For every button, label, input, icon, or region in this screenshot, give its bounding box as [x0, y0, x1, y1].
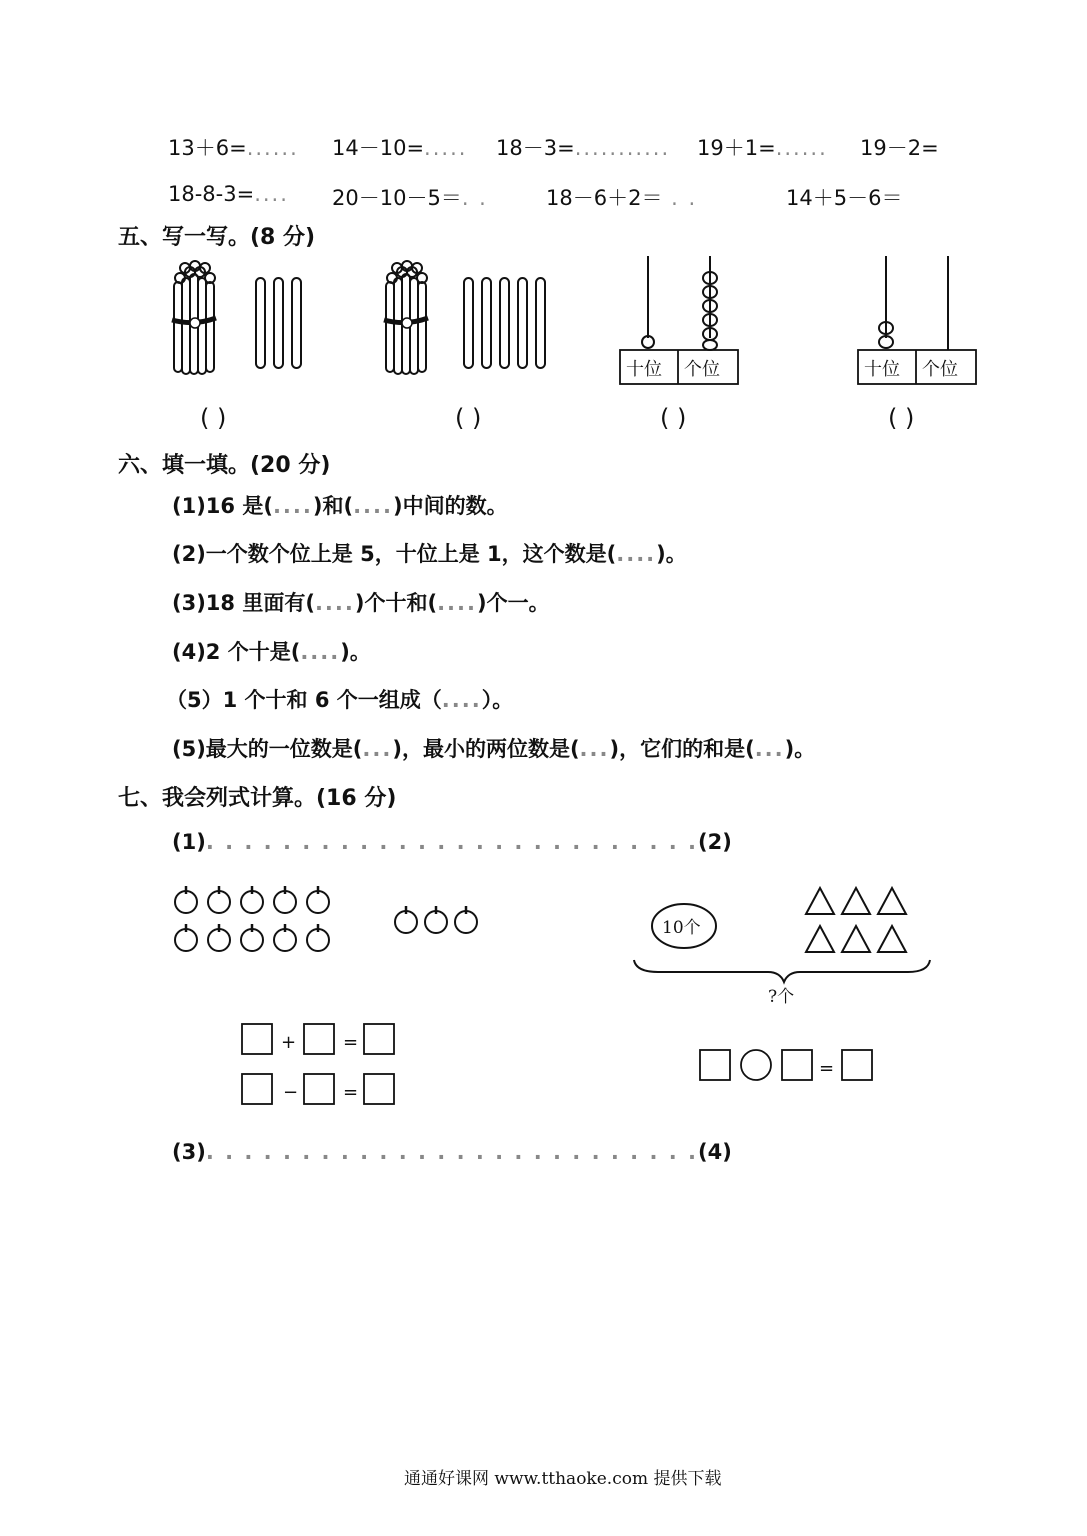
svg-text:=: =	[343, 1032, 359, 1053]
abacus-1-ones-label: 个位	[684, 359, 720, 380]
calc-row2-item2: 20－10－5＝. .	[332, 186, 488, 210]
stick-bundle-group-1	[160, 260, 320, 380]
abacus-2	[856, 250, 986, 390]
svg-text:+: +	[281, 1032, 297, 1053]
problem-1-equations	[240, 1020, 410, 1110]
answer-blank-4[interactable]: ( )	[888, 404, 915, 432]
fill-item-1: (1)16 是(....)和(....)中间的数。	[172, 494, 508, 518]
section6-title: 六、填一填。(20 分)	[118, 453, 331, 478]
answer-blank-1[interactable]: ( )	[200, 404, 227, 432]
answer-blank-3[interactable]: ( )	[660, 404, 687, 432]
problem-3-label: (3). . . . . . . . . . . . . . . . . . . . . . . . . .(4)	[172, 1140, 732, 1164]
fill-item-3: (3)18 里面有(....)个十和(....)个一。	[172, 591, 550, 615]
fill-item-2: (2)一个数个位上是 5，十位上是 1，这个数是(....)。	[172, 542, 687, 566]
fill-item-4: (4)2 个十是(....)。	[172, 640, 371, 664]
apples-group-ten	[168, 880, 338, 960]
calc-row1-item3: 18－3=...........	[496, 136, 671, 160]
fill-item-5: （5）1 个十和 6 个一组成（....）。	[166, 688, 514, 712]
calc-row1-item5: 19－2=	[860, 136, 939, 160]
section5-title: 五、写一写。(8 分)	[118, 225, 316, 250]
calc-row2-item3: 18－6＋2＝ . .	[546, 186, 698, 210]
svg-text:=: =	[819, 1058, 835, 1079]
problem-2-equation	[698, 1046, 878, 1086]
problem-2-figure	[628, 880, 938, 1010]
section7-title: 七、我会列式计算。(16 分)	[118, 786, 397, 811]
fill-item-6: (5)最大的一位数是(...)，最小的两位数是(...)，它们的和是(...)。	[172, 737, 816, 761]
apples-group-three	[390, 898, 490, 942]
ten-count-label: 10个	[662, 918, 701, 938]
question-count-label: ?个	[768, 987, 795, 1007]
footer-credit: 通通好课网 www.tthaoke.com 提供下载	[404, 1469, 722, 1489]
calc-row2-item4: 14＋5－6＝	[786, 186, 903, 210]
svg-text:−: −	[283, 1082, 299, 1103]
calc-row1-item4: 19＋1=......	[697, 136, 828, 160]
abacus-2-tens-label: 十位	[864, 359, 900, 380]
calc-row2-item1: 18-8-3=....	[168, 182, 289, 206]
problem-1-label: (1). . . . . . . . . . . . . . . . . . . . . . . . . .(2)	[172, 830, 732, 854]
calc-row1-item2: 14－10=.....	[332, 136, 468, 160]
abacus-1-tens-label: 十位	[626, 359, 662, 380]
answer-blank-2[interactable]: ( )	[455, 404, 482, 432]
calc-row1-item1: 13＋6=......	[168, 136, 299, 160]
abacus-1	[618, 250, 748, 390]
abacus-2-ones-label: 个位	[922, 359, 958, 380]
svg-text:=: =	[343, 1082, 359, 1103]
stick-bundle-group-2	[372, 260, 562, 380]
